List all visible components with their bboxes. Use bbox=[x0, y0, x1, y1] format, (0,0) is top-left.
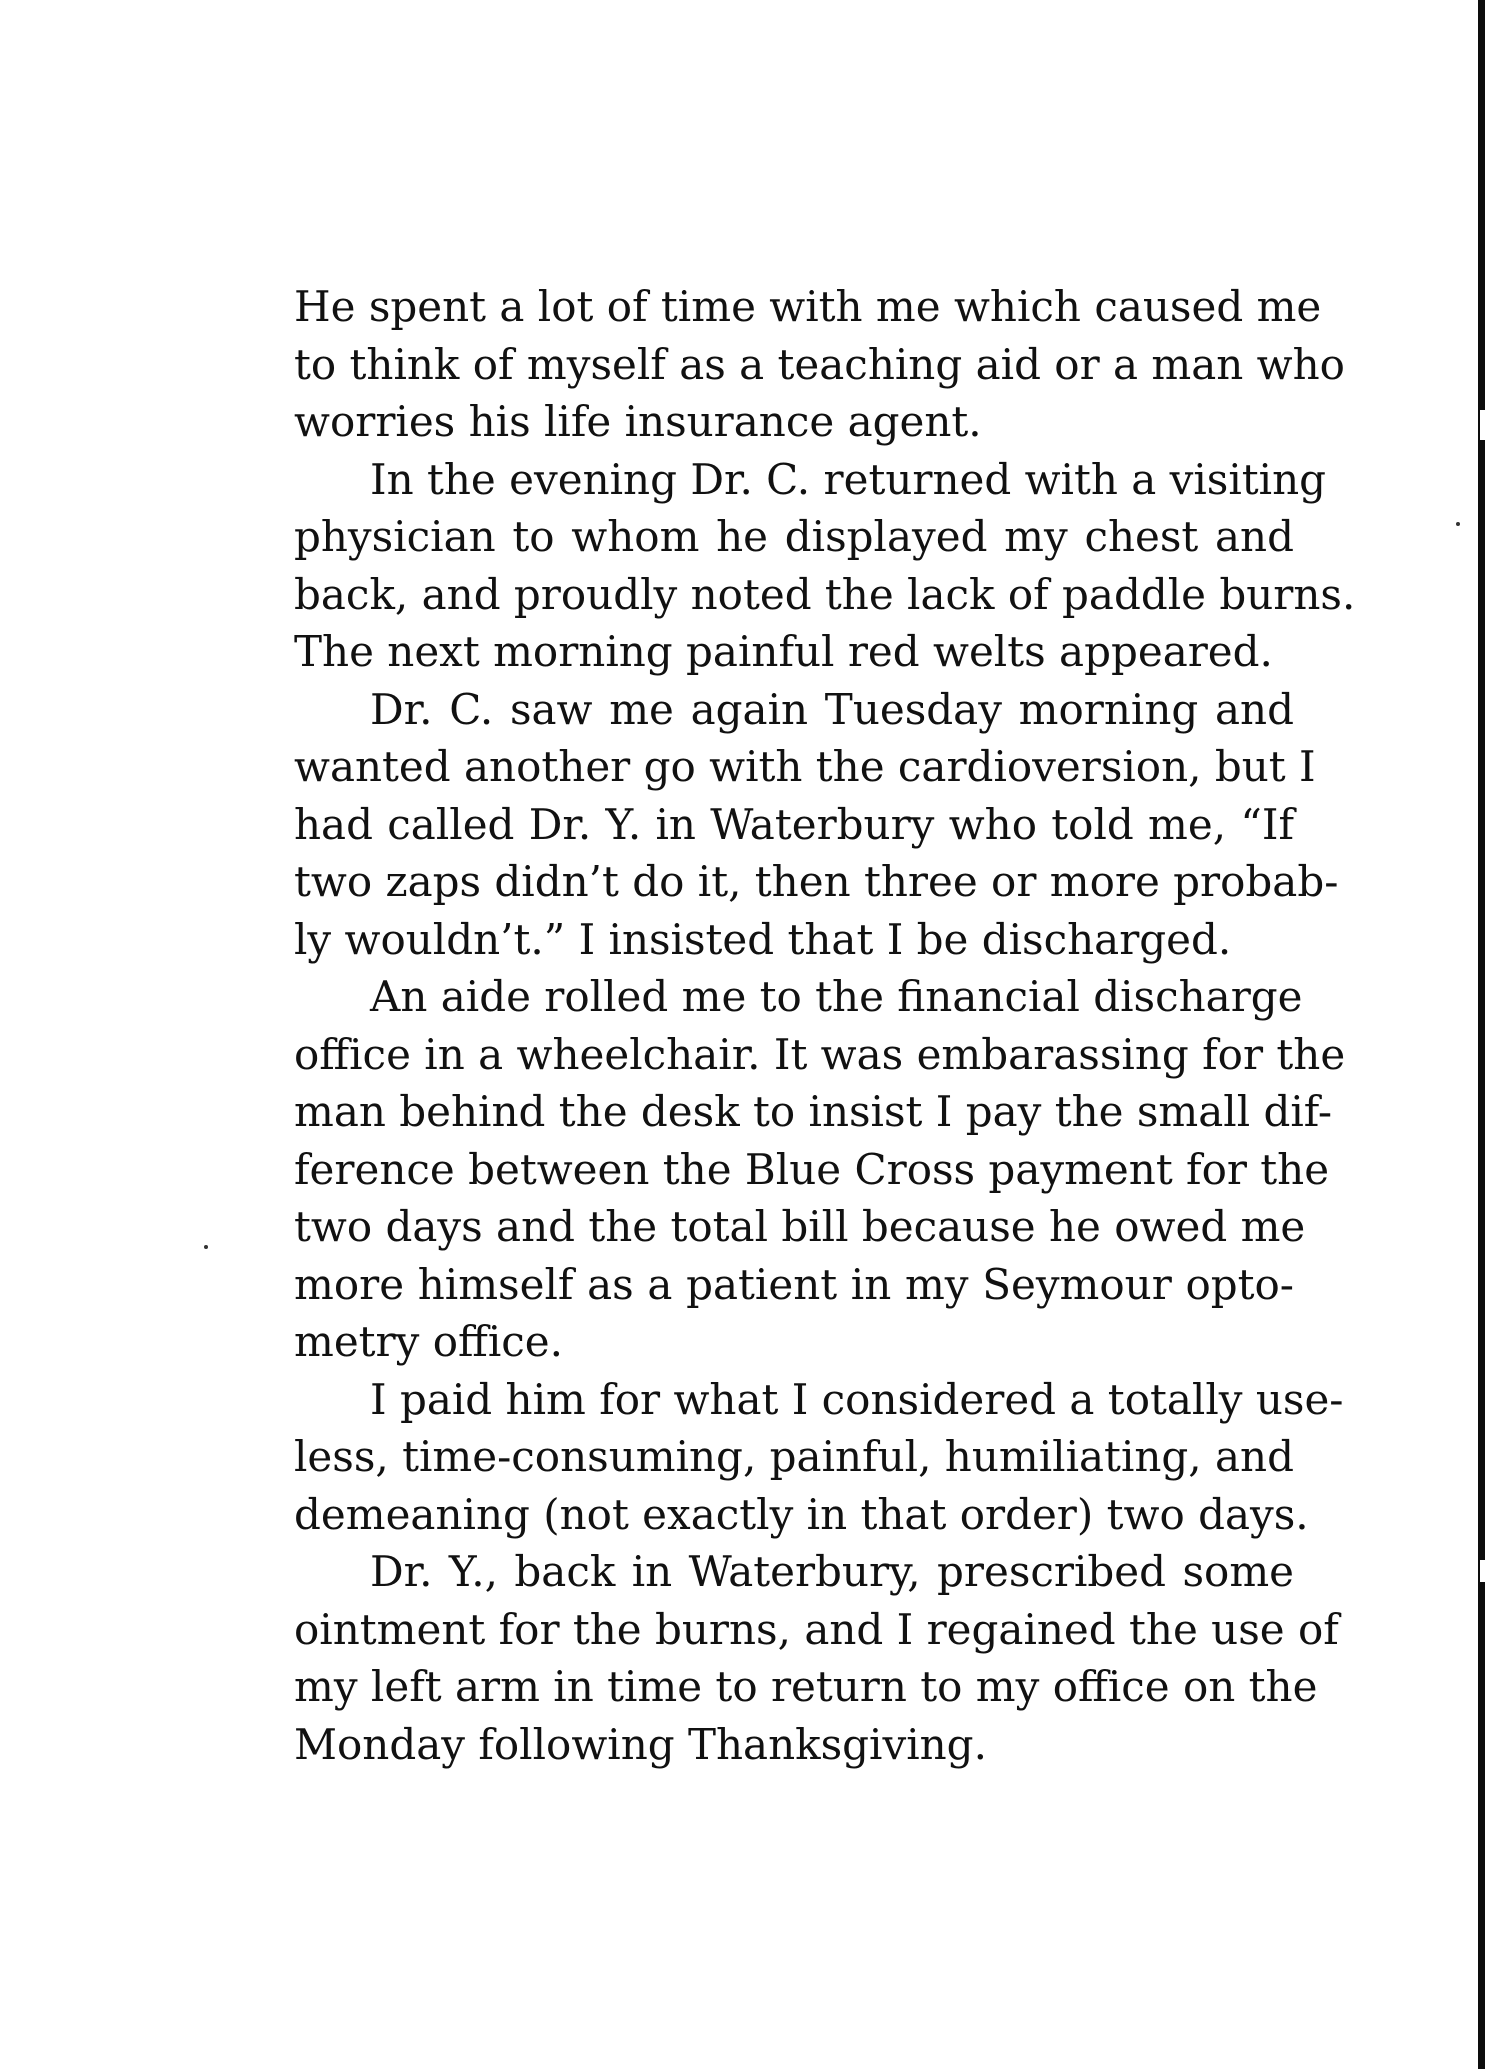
paragraph-start-line: Dr. Y., back in Waterbury, prescribed some bbox=[370, 1547, 1294, 1596]
page-edge-gap bbox=[1480, 410, 1486, 440]
text-line: two zaps didn’t do it, then three or more probab- bbox=[294, 857, 1339, 906]
page-edge-gap bbox=[1480, 1560, 1486, 1582]
page-edge-shadow bbox=[1478, 0, 1485, 2069]
text-line: more himself as a patient in my Seymour opto- bbox=[294, 1259, 1294, 1309]
text-line: He spent a lot of time with me which caused me bbox=[294, 282, 1322, 331]
text-line: man behind the desk to insist I pay the small dif- bbox=[294, 1087, 1333, 1136]
body-text bbox=[294, 278, 1356, 1773]
text-line: wanted another go with the cardioversion, but I bbox=[294, 742, 1316, 791]
text-line: ference between the Blue Cross payment for the bbox=[294, 1144, 1330, 1194]
text-line: less, time-consuming, painful, humiliating, and bbox=[294, 1432, 1294, 1481]
text-line: demeaning (not exactly in that order) two days. bbox=[294, 1489, 1309, 1539]
text-line: metry office. bbox=[294, 1317, 564, 1366]
paragraph-start-line: An aide rolled me to the financial discharge bbox=[370, 972, 1303, 1021]
text-line: Monday following Thanksgiving. bbox=[294, 1719, 987, 1769]
text-line: The next morning painful red welts appeared. bbox=[294, 627, 1273, 676]
text-line: two days and the total bill because he owed me bbox=[294, 1202, 1306, 1251]
text-line: worries his life insurance agent. bbox=[294, 397, 982, 446]
text-line: my left arm in time to return to my office on the bbox=[294, 1662, 1318, 1711]
text-line: to think of myself as a teaching aid or a man who bbox=[294, 339, 1345, 389]
paragraph-start-line: In the evening Dr. C. returned with a visiting bbox=[370, 454, 1327, 504]
scan-speck bbox=[1456, 522, 1460, 526]
text-line: physician to whom he displayed my chest and bbox=[294, 512, 1294, 561]
text-line: ointment for the burns, and I regained the use of bbox=[294, 1604, 1339, 1654]
paragraph-start-line: I paid him for what I considered a totally use- bbox=[370, 1374, 1344, 1424]
scan-speck bbox=[204, 1245, 208, 1249]
text-line: back, and proudly noted the lack of paddle burns. bbox=[294, 569, 1356, 619]
text-line: had called Dr. Y. in Waterbury who told me, “If bbox=[294, 799, 1294, 849]
text-line: ly wouldn’t.” I insisted that I be discharged. bbox=[294, 914, 1232, 964]
text-line: office in a wheelchair. It was embarassing for the bbox=[294, 1029, 1346, 1079]
paragraph-start-line: Dr. C. saw me again Tuesday morning and bbox=[370, 684, 1294, 734]
